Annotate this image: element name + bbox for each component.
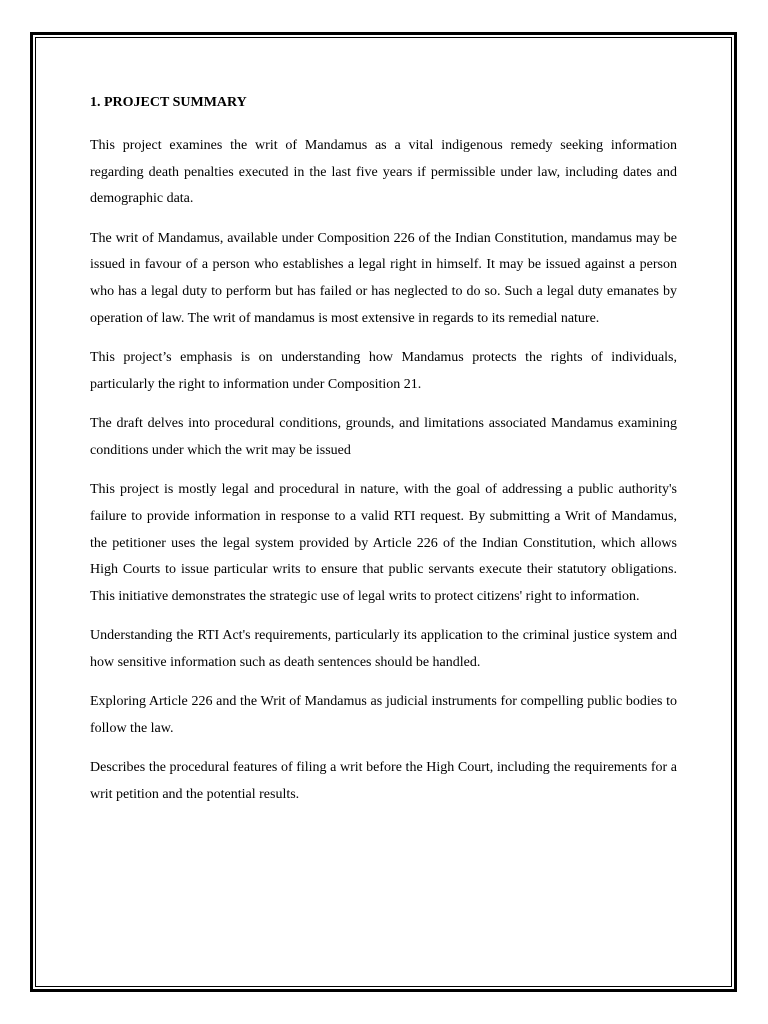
paragraph-2: The writ of Mandamus, available under Composition 226 of the Indian Constitution, mandamus may be issued in favour of a person who establishes a legal right in himself. It may be issued against a person who has a legal duty to perform but has failed or has neglected to do so. Such a legal duty emanates by operation of law. The writ of mandamus is most extensive in regards to its remedial nature. xyxy=(90,230,677,326)
paragraph-5: This project is mostly legal and procedural in nature, with the goal of addressing a public authority's failure to provide information in response to a valid RTI request. By submitting a Writ of Mandamus, the petitioner uses the legal system provided by Article 226 of the Indian Constitution, which allows High Courts to issue particular writs to ensure that public servants execute their statutory obligations. This initiative demonstrates the strategic use of legal writs to protect citizens' right to information. xyxy=(90,482,677,604)
document-body xyxy=(90,93,677,821)
paragraph-6: Understanding the RTI Act's requirements, particularly its application to the criminal justice system and how sensitive information such as death sentences should be handled. xyxy=(90,628,677,670)
section-heading: 1. PROJECT SUMMARY xyxy=(90,95,247,110)
paragraph-1: This project examines the writ of Mandamus as a vital indigenous remedy seeking information regarding death penalties executed in the last five years if permissible under law, including dates and demographic data. xyxy=(90,138,677,207)
paragraph-7: Exploring Article 226 and the Writ of Mandamus as judicial instruments for compelling public bodies to follow the law. xyxy=(90,694,677,736)
paragraph-3: This project’s emphasis is on understanding how Mandamus protects the rights of individuals, particularly the right to information under Composition 21. xyxy=(90,350,677,392)
paragraph-8: Describes the procedural features of filing a writ before the High Court, including the requirements for a writ petition and the potential results. xyxy=(90,760,677,802)
paragraph-4: The draft delves into procedural conditions, grounds, and limitations associated Mandamus examining conditions under which the writ may be issued xyxy=(90,416,677,458)
